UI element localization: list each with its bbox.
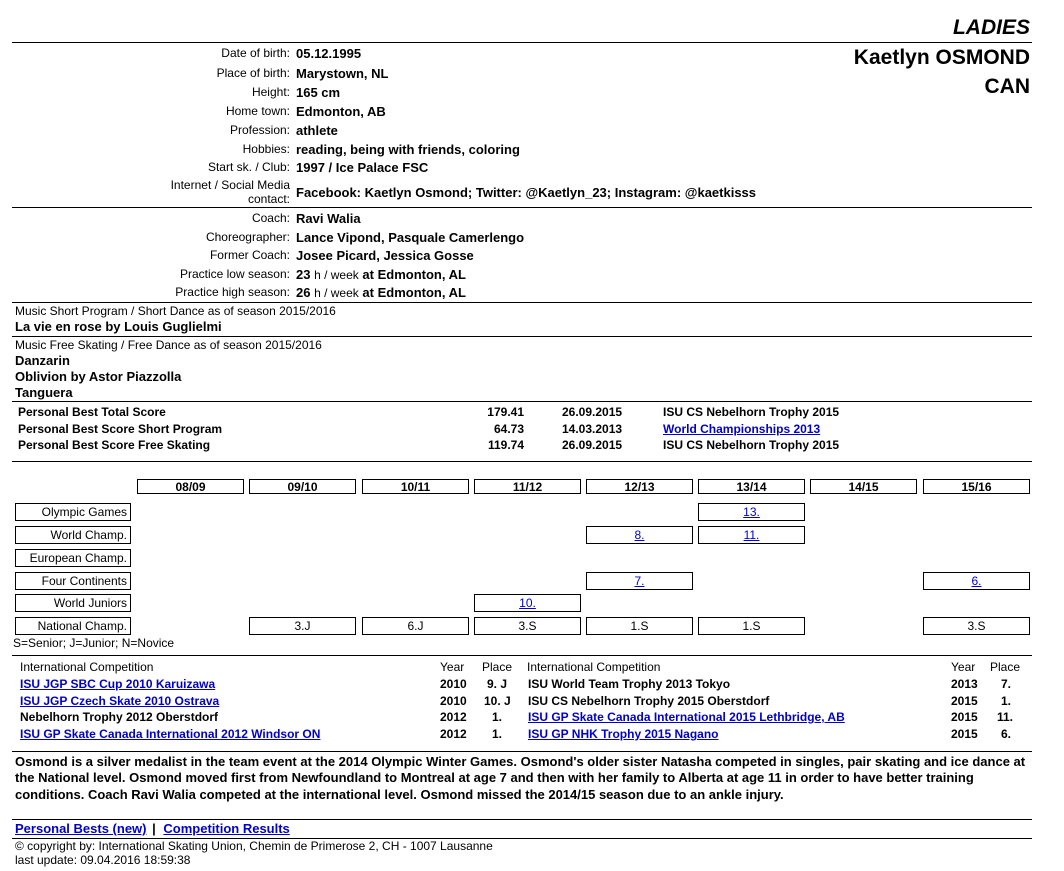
intl-header-place: Place <box>990 660 1021 674</box>
pb-score: 64.73 <box>493 422 524 436</box>
intl-place: 1. <box>1001 694 1012 708</box>
pb-label: Personal Best Total Score <box>18 405 166 419</box>
divider <box>12 655 1032 656</box>
pb-event: ISU CS Nebelhorn Trophy 2015 <box>663 438 840 452</box>
music-short-piece: La vie en rose by Louis Guglielmi <box>15 319 222 334</box>
intl-competition-link[interactable]: ISU GP Skate Canada International 2015 Lethbridge, AB <box>528 710 845 724</box>
bio-value: athlete <box>296 123 338 138</box>
practice-label: Practice high season: <box>175 285 290 299</box>
result-link[interactable]: 6. <box>971 574 982 588</box>
intl-year: 2013 <box>951 677 978 691</box>
divider <box>12 302 1032 303</box>
season-header: 09/10 <box>249 479 356 494</box>
season-header: 12/13 <box>586 479 693 494</box>
bio-value: Edmonton, AB <box>296 104 386 119</box>
result-cell[interactable] <box>586 572 693 590</box>
practice-value <box>296 285 466 301</box>
result-cell: 3.J <box>249 617 356 635</box>
divider <box>12 42 1032 43</box>
intl-year: 2010 <box>440 694 467 708</box>
bio-label: Internet / Social Media <box>170 178 290 192</box>
bio-label: Height: <box>251 85 290 99</box>
pb-date: 14.03.2013 <box>562 422 623 436</box>
bio-label: contact: <box>247 192 290 206</box>
bio-label: Hobbies: <box>242 142 290 156</box>
practice-hours: 26 <box>296 285 311 300</box>
intl-place: 7. <box>1001 677 1012 691</box>
result-link[interactable]: 13. <box>743 505 760 519</box>
intl-year: 2012 <box>440 727 467 741</box>
last-update: last update: 09.04.2016 18:59:38 <box>15 853 191 867</box>
pb-event-link[interactable]: World Championships 2013 <box>663 422 821 436</box>
row-label-four-continents: Four Continents <box>15 572 131 590</box>
intl-competition-link[interactable]: ISU GP NHK Trophy 2015 Nagano <box>528 727 719 741</box>
result-cell[interactable] <box>923 572 1030 590</box>
former-coach-value: Josee Picard, Jessica Gosse <box>296 248 474 263</box>
result-cell: 3.S <box>474 617 581 635</box>
music-short-heading: Music Short Program / Short Dance as of season 2015/2016 <box>15 304 336 318</box>
personal-bests-link[interactable]: Personal Bests (new) <box>15 821 147 836</box>
intl-year: 2010 <box>440 677 467 691</box>
former-coach-label: Former Coach: <box>209 248 290 262</box>
result-cell[interactable] <box>474 594 581 612</box>
bio-label: Date of birth: <box>221 46 290 60</box>
practice-place: at Edmonton, AL <box>362 285 466 300</box>
intl-header-year: Year <box>951 660 976 674</box>
choreographer-label: Choreographer: <box>205 230 290 244</box>
result-cell[interactable] <box>698 526 805 544</box>
intl-competition: ISU CS Nebelhorn Trophy 2015 Oberstdorf <box>528 694 770 708</box>
pb-score: 179.41 <box>487 405 524 419</box>
divider <box>12 336 1032 337</box>
practice-place: at Edmonton, AL <box>362 267 466 282</box>
intl-header-comp: International Competition <box>527 660 661 674</box>
intl-year: 2015 <box>951 694 978 708</box>
bio-value: reading, being with friends, coloring <box>296 142 520 157</box>
intl-header-place: Place <box>482 660 513 674</box>
result-link[interactable]: 10. <box>519 596 536 610</box>
result-link[interactable]: 8. <box>634 528 645 542</box>
divider <box>12 751 1032 752</box>
intl-header-comp: International Competition <box>20 660 154 674</box>
category-title: LADIES <box>952 16 1030 39</box>
result-cell[interactable] <box>586 526 693 544</box>
practice-value <box>296 267 466 283</box>
bio-label: Start sk. / Club: <box>207 160 290 174</box>
athlete-name: Kaetlyn OSMOND <box>853 46 1030 69</box>
pb-event: ISU CS Nebelhorn Trophy 2015 <box>663 405 840 419</box>
choreographer-value: Lance Vipond, Pasquale Camerlengo <box>296 230 525 245</box>
divider <box>12 401 1032 402</box>
intl-year: 2012 <box>440 710 467 724</box>
athlete-nation: CAN <box>984 75 1030 98</box>
season-header: 08/09 <box>137 479 244 494</box>
result-cell: 1.S <box>698 617 805 635</box>
bio-value: 1997 / Ice Palace FSC <box>296 160 429 175</box>
pb-date: 26.09.2015 <box>562 438 623 452</box>
result-link[interactable]: 11. <box>743 528 760 542</box>
bio-label: Profession: <box>229 123 290 137</box>
music-free-piece: Tanguera <box>15 385 73 400</box>
result-cell: 3.S <box>923 617 1030 635</box>
pb-label: Personal Best Score Free Skating <box>18 438 211 452</box>
row-label-european-champ: European Champ. <box>15 549 131 567</box>
divider <box>12 207 1032 208</box>
intl-place: 9. J <box>487 677 508 691</box>
coach-value: Ravi Walia <box>296 211 361 226</box>
intl-year: 2015 <box>951 710 978 724</box>
pb-label: Personal Best Score Short Program <box>18 422 223 436</box>
intl-competition-link[interactable]: ISU JGP SBC Cup 2010 Karuizawa <box>20 677 216 691</box>
row-label-olympic-games: Olympic Games <box>15 503 131 521</box>
pb-score: 119.74 <box>487 438 524 452</box>
music-free-heading: Music Free Skating / Free Dance as of season 2015/2016 <box>15 338 322 352</box>
season-header: 13/14 <box>698 479 805 494</box>
intl-place: 1. <box>492 727 503 741</box>
bio-value: 165 cm <box>296 85 341 100</box>
season-header: 15/16 <box>923 479 1030 494</box>
intl-place: 10. J <box>484 694 511 708</box>
music-free-piece: Danzarin <box>15 353 70 368</box>
row-label-world-juniors: World Juniors <box>15 594 131 612</box>
pb-date: 26.09.2015 <box>562 405 623 419</box>
bio-value: Facebook: Kaetlyn Osmond; Twitter: @Kaetlyn_23; Instagram: @kaetkisss <box>296 185 757 200</box>
row-label-national-champ: National Champ. <box>15 617 131 635</box>
practice-label: Practice low season: <box>179 267 290 281</box>
practice-hours: 23 <box>296 267 311 282</box>
intl-competition: ISU World Team Trophy 2013 Tokyo <box>528 677 731 691</box>
copyright: © copyright by: International Skating Union, Chemin de Primerose 2, CH - 1007 Lausanne <box>15 839 493 853</box>
grid-legend: S=Senior; J=Junior; N=Novice <box>13 636 175 650</box>
season-header: 10/11 <box>362 479 469 494</box>
competition-results-link[interactable]: Competition Results <box>163 821 290 836</box>
bio-label: Place of birth: <box>216 66 290 80</box>
result-cell: 6.J <box>362 617 469 635</box>
intl-place: 6. <box>1001 727 1012 741</box>
footer-links <box>15 821 290 837</box>
divider <box>12 819 1032 820</box>
intl-header-year: Year <box>440 660 465 674</box>
coach-label: Coach: <box>251 211 290 225</box>
row-label-world-champ: World Champ. <box>15 526 131 544</box>
divider <box>12 461 1032 462</box>
bio-value: 05.12.1995 <box>296 46 362 61</box>
intl-place: 1. <box>492 710 503 724</box>
result-cell: 1.S <box>586 617 693 635</box>
season-header: 11/12 <box>474 479 581 494</box>
footer-separator: | <box>152 821 156 836</box>
intl-competition-link[interactable]: ISU JGP Czech Skate 2010 Ostrava <box>20 694 220 708</box>
practice-unit: h / week <box>314 286 359 300</box>
intl-competition: Nebelhorn Trophy 2012 Oberstdorf <box>20 710 219 724</box>
season-header: 14/15 <box>810 479 917 494</box>
bio-value: Marystown, NL <box>296 66 389 81</box>
athlete-notes: Osmond is a silver medalist in the team event at the 2014 Olympic Winter Games. Osmond's older sister Natasha competed in singles, pair skating and ice dance at the National level. Osmond moved first from Newfoundland to Montreal at age 7 and then with her family to Alberta at age 11 in order to have better training conditions. Coach Ravi Walia competed at the international level. Osmond missed the 2014/15 season due to an ankle injury. <box>15 754 1026 802</box>
music-free-piece: Oblivion by Astor Piazzolla <box>15 369 182 384</box>
bio-label: Home town: <box>225 104 290 118</box>
result-cell[interactable] <box>698 503 805 521</box>
intl-competition-link[interactable]: ISU GP Skate Canada International 2012 Windsor ON <box>20 727 321 741</box>
result-link[interactable]: 7. <box>634 574 645 588</box>
intl-year: 2015 <box>951 727 978 741</box>
intl-place: 11. <box>997 710 1014 724</box>
practice-unit: h / week <box>314 268 359 282</box>
